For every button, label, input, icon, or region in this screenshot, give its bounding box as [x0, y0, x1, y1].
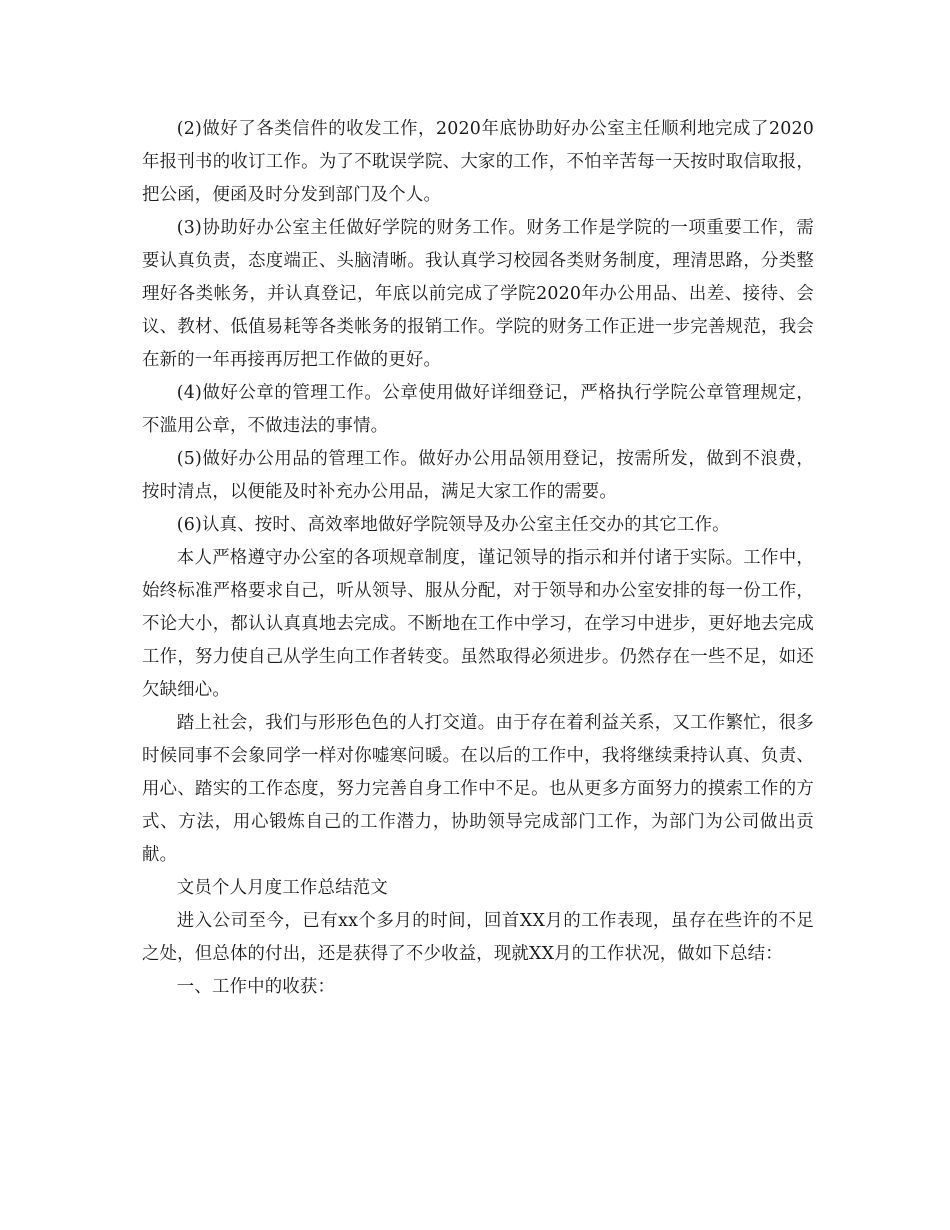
- paragraph-seal-management: (4)做好公章的管理工作。公章使用做好详细登记，严格执行学院公章管理规定，不滥用公章，不做违法的事情。: [142, 383, 814, 436]
- subsection-heading: 一、工作中的收获：: [176, 977, 336, 997]
- section-title: 文员个人月度工作总结范文: [176, 878, 388, 898]
- paragraph-self-discipline: 本人严格遵守办公室的各项规章制度，谨记领导的指示和并付诸于实际。工作中，始终标准严格要求自己，听从领导、服从分配，对于领导和办公室安排的每一份工作，不论大小，都认认真真地去完成。不断地在工作中学习，在学习中进步，更好地去完成工作，努力使自己从学生向工作者转变。虽然取得必须进步。仍然存在一些不足，如还欠缺细心。: [142, 548, 814, 700]
- paragraph-intro: 进入公司至今，已有xx个多月的时间，回首XX月的工作表现，虽存在些许的不足之处，但总体的付出，还是获得了不少收益，现就XX月的工作状况，做如下总结：: [142, 911, 814, 964]
- paragraph-office-supplies: (5)做好办公用品的管理工作。做好办公用品领用登记，按需所发，做到不浪费，按时清点，以便能及时补充办公用品，满足大家工作的需要。: [142, 449, 814, 502]
- paragraph-finance-work: (3)协助好办公室主任做好学院的财务工作。财务工作是学院的一项重要工作，需要认真负责，态度端正、头脑清晰。我认真学习校园各类财务制度，理清思路，分类整理好各类帐务，并认真登记，年底以前完成了学院2020年办公用品、出差、接待、会议、教材、低值易耗等各类帐务的报销工作。学院的财务工作正进一步完善规范，我会在新的一年再接再厉把工作做的更好。: [142, 218, 814, 370]
- document-body: [142, 113, 814, 1004]
- paragraph-mail-handling: (2)做好了各类信件的收发工作，2020年底协助好办公室主任顺利地完成了2020年报刊书的收订工作。为了不耽误学院、大家的工作，不怕辛苦每一天按时取信取报，把公函，便函及时分发到部门及个人。: [142, 119, 814, 205]
- paragraph-society: 踏上社会，我们与形形色色的人打交道。由于存在着利益关系，又工作繁忙，很多时候同事不会象同学一样对你嘘寒问暖。在以后的工作中，我将继续秉持认真、负责、用心、踏实的工作态度，努力完善自身工作中不足。也从更多方面努力的摸索工作的方式、方法，用心锻炼自己的工作潜力，协助领导完成部门工作，为部门为公司做出贡献。: [142, 713, 814, 865]
- paragraph-other-tasks: (6)认真、按时、高效率地做好学院领导及办公室主任交办的其它工作。: [176, 515, 730, 535]
